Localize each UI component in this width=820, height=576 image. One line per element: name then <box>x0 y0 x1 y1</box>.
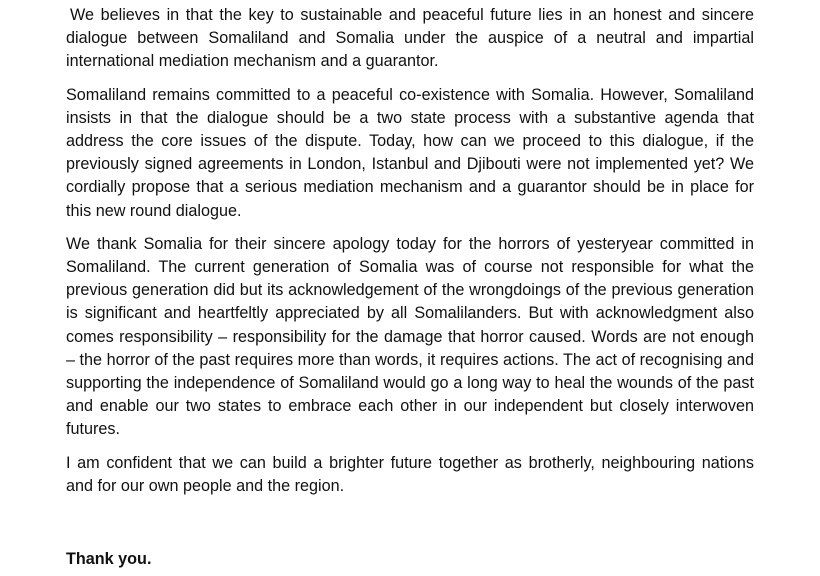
paragraph-dialogue-mediation: We believes in that the key to sustainable and peaceful future lies in an honest and sincere dialogue between Somaliland and Somalia under the auspice of a neutral and impartial international mediation mechanism and a guarantor. <box>66 6 754 71</box>
paragraph-brighter-future: I am confident that we can build a brighter future together as brotherly, neighbouring nations and for our own people and the region. <box>66 453 754 495</box>
paragraph-peaceful-coexistence: Somaliland remains committed to a peaceful co-existence with Somalia. However, Somaliland insists in that the dialogue should be a two state process with a substantive agenda that address the core issues of the dispute. Today, how can we proceed to this dialogue, if the previously signed agreements in London, Istanbul and Djibouti were not implemented yet? We cordially propose that a serious mediation mechanism and a guarantor should be in place for this new round dialogue. <box>66 85 754 220</box>
document-body <box>66 4 754 508</box>
closing-thank-you: Thank you. <box>66 550 152 568</box>
paragraph-apology-acknowledgement: We thank Somalia for their sincere apology today for the horrors of yesteryear committed in Somaliland. The current generation of Somalia was of course not responsible for what the previous generation did but its acknowledgement of the wrongdoings of the previous generation is significant and heartfeltly appreciated by all Somalilanders. But with acknowledgment also comes responsibility – responsibility for the damage that horror caused. Words are not enough – the horror of the past requires more than words, it requires actions. The act of recognising and supporting the independence of Somaliland would go a long way to heal the wounds of the past and enable our two states to embrace each other in our independent but closely interwoven futures. <box>66 234 754 439</box>
